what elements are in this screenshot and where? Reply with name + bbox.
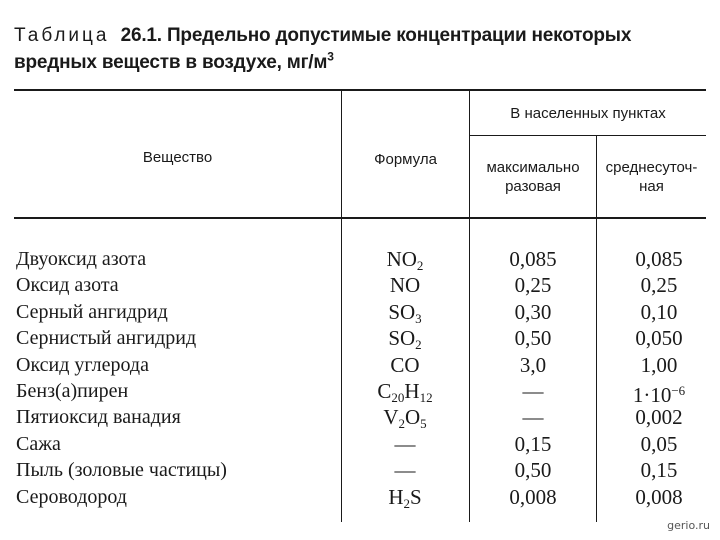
cell-max-single: 0,50 <box>514 458 552 483</box>
avg-part: 0,002 <box>635 405 683 430</box>
cell-substance: Серный ангидрид <box>16 300 168 323</box>
cell-max-single: 0,008 <box>509 484 557 509</box>
avg-part: 1·10 <box>632 383 672 407</box>
header-bottom-rule <box>14 217 706 219</box>
caption-title: Предельно допустимые концентрации некоторых вредных веществ в воздухе, мг/м <box>14 25 632 73</box>
cell-formula <box>346 404 464 430</box>
formula-part: — <box>394 431 416 456</box>
avg-part: 1,00 <box>640 352 678 377</box>
cell-substance: Оксид азота <box>16 274 119 297</box>
formula-part: 2 <box>416 258 424 273</box>
table-caption <box>14 22 704 76</box>
avg-part: −6 <box>671 383 686 398</box>
header-max-line1: максимально <box>486 159 580 176</box>
formula-part: NO <box>389 273 421 298</box>
cell-formula <box>346 299 464 325</box>
avg-part: 0,10 <box>640 299 678 324</box>
header-max-single <box>470 158 596 196</box>
cell-substance: Пыль (золовые частицы) <box>16 459 227 482</box>
cell-formula <box>346 325 464 351</box>
table-row <box>0 352 720 378</box>
cell-max-single: 0,25 <box>514 273 552 298</box>
cell-daily-average <box>600 272 718 298</box>
cell-formula <box>346 352 464 378</box>
cell-daily-average <box>600 299 718 325</box>
cell-formula <box>346 378 464 404</box>
cell-substance: Сернистый ангидрид <box>16 327 197 350</box>
cell-substance: Пятиоксид ванадия <box>16 406 181 429</box>
cell-daily-average <box>600 246 718 272</box>
formula-part: S <box>409 484 422 509</box>
formula-part: CO <box>390 352 420 377</box>
formula-part: V <box>383 405 399 430</box>
cell-formula <box>346 431 464 457</box>
cell-formula <box>346 457 464 483</box>
cell-daily-average <box>600 325 718 351</box>
cell-formula <box>346 484 464 510</box>
cell-max-single: 3,0 <box>519 352 547 377</box>
formula-part: 5 <box>420 416 427 432</box>
table-row <box>0 404 720 430</box>
header-substance: Вещество <box>142 149 213 166</box>
avg-part: 0,008 <box>635 484 683 509</box>
formula-part: — <box>394 458 416 483</box>
header-max-line2: разовая <box>505 178 561 195</box>
table-row <box>0 299 720 325</box>
caption-lead: Таблица <box>14 25 110 46</box>
table-row <box>0 431 720 457</box>
avg-part: 0,085 <box>635 247 683 271</box>
cell-max-single: 0,085 <box>509 247 557 271</box>
table-row <box>0 457 720 483</box>
cell-max-single: 0,50 <box>514 326 552 351</box>
caption-unit-exponent: 3 <box>327 49 334 64</box>
table-top-rule <box>14 89 706 91</box>
formula-part: SO <box>388 299 416 324</box>
formula-part: 2 <box>415 337 422 353</box>
cell-substance: Бенз(а)пирен <box>16 380 129 402</box>
table-row <box>0 378 720 407</box>
header-avg-line2: ная <box>639 178 664 195</box>
formula-part: H <box>404 379 420 403</box>
cell-formula <box>346 272 464 298</box>
formula-part: 12 <box>419 390 433 405</box>
watermark: gerio.ru <box>667 519 710 532</box>
avg-part: 0,25 <box>640 273 678 298</box>
cell-substance: Сажа <box>16 432 61 455</box>
cell-substance: Оксид углерода <box>16 353 149 376</box>
cell-daily-average <box>600 431 718 457</box>
cell-max-single: — <box>522 405 544 430</box>
cell-daily-average <box>600 457 718 483</box>
cell-daily-average <box>600 378 718 407</box>
formula-part: 20 <box>391 390 405 405</box>
cell-daily-average <box>600 352 718 378</box>
avg-part: 0,15 <box>640 458 678 483</box>
formula-part: NO <box>386 247 417 271</box>
formula-part: 2 <box>398 416 405 432</box>
cell-substance: Двуоксид азота <box>16 248 147 270</box>
header-formula: Формула <box>374 151 437 168</box>
cell-daily-average <box>600 404 718 430</box>
cell-formula <box>346 246 464 272</box>
table-row <box>0 325 720 351</box>
cell-substance: Сероводород <box>16 485 127 508</box>
formula-part: SO <box>388 326 416 351</box>
group-header-rule <box>469 135 706 136</box>
table-row <box>0 484 720 510</box>
formula-part: 3 <box>415 310 422 326</box>
formula-part: O <box>405 405 421 430</box>
table-row <box>0 272 720 298</box>
cell-max-single: 0,15 <box>514 431 552 456</box>
caption-number: 26.1. <box>120 25 162 46</box>
cell-max-single: 0,30 <box>514 299 552 324</box>
formula-part: C <box>377 379 392 403</box>
formula-part: 2 <box>403 495 410 511</box>
cell-daily-average <box>600 484 718 510</box>
header-avg-line1: среднесуточ- <box>605 159 698 176</box>
cell-max-single: — <box>522 379 544 403</box>
header-group-populated-areas: В населенных пунктах <box>510 105 666 122</box>
avg-part: 0,050 <box>635 326 683 351</box>
avg-part: 0,05 <box>640 431 678 456</box>
table-row <box>0 246 720 272</box>
header-daily-average <box>597 158 706 196</box>
formula-part: H <box>388 484 404 509</box>
